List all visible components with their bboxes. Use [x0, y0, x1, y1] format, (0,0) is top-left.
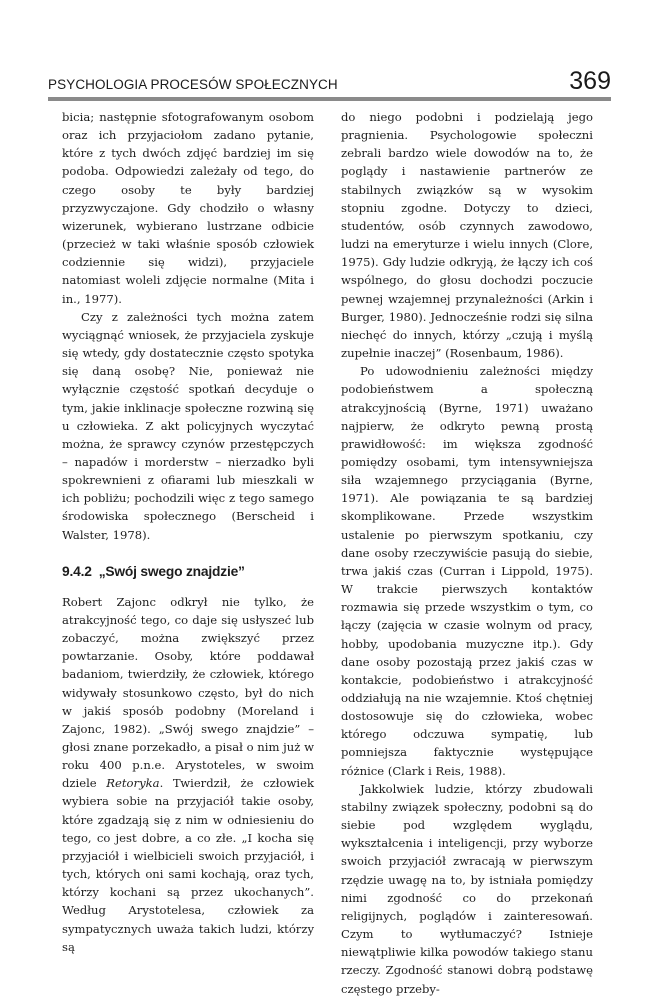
- paragraph-text: . Twierdził, że człowiek wybiera sobie na przyjaciół takie osoby, które zgadzają się z nim w odniesieniu do tego, co jest dobre, a co złe. „I kocha się przyjaciół i wielbicieli swoich przyjaciół, i tych, których oni sami kochają, oraz tych, którzy kochani są przez ukochanych”. Według Arystotelesa, człowiek za sympatycznych uważa takich ludzi, którzy są: [62, 776, 314, 954]
- paragraph: [62, 593, 314, 956]
- paragraph: do niego podobni i podzielają jego pragnienia. Psychologowie społeczni zebrali bardzo wiele dowodów na to, że poglądy i nastawienie partnerów ze stabilnych związków są w wysokim stopniu zgodne. Dotyczy to dzieci, studentów, osób czynnych zawodowo, ludzi na emeryturze i wielu innych (Clore, 1975). Gdy ludzie odkryją, że łączy ich coś wspólnego, do głosu dochodzi poczucie pewnej wzajemnej przynależności (Arkin i Burger, 1980). Jednocześnie rodzi się silna niechęć do innych, którzy „czują i myślą zupełnie inaczej” (Rosenbaum, 1986).: [341, 110, 593, 361]
- page-number: 369: [569, 67, 611, 95]
- running-header-title: PSYCHOLOGIA PROCESÓW SPOŁECZNYCH: [48, 77, 338, 92]
- running-header: [48, 66, 611, 96]
- paragraph-text: Robert Zajonc odkrył nie tylko, że atrakcyjność tego, co daje się usłyszeć lub zobaczyć, można zwiększyć przez powtarzanie. Osoby, które poddawał badaniom, twierdziły, że człowiek, którego widywały stosunkowo często, był do nich w jakiś sposób podobny (Moreland i Zajonc, 1982). „Swój swego znajdzie” – głosi znane porzekadło, a pisał o nim już w roku 400 p.n.e. Arystoteles, w swoim dziele: [62, 594, 314, 791]
- header-rule: [48, 97, 611, 101]
- right-column: [341, 108, 593, 998]
- book-title: Retoryka: [106, 776, 160, 791]
- section-title: „Swój swego znajdzie”: [98, 563, 245, 579]
- section-number: 9.4.2: [62, 563, 92, 579]
- paragraph: Czy z zależności tych można zatem wyciągnąć wniosek, że przyjaciela zyskuje się wtedy, gdy dostatecznie często spotyka się daną osobę? Nie, ponieważ nie wyłącznie częstość spotkań decyduje o tym, jakie inklinacje społeczne rozwiną się u człowieka. Z akt policyjnych wyczytać można, że sprawcy czynów przestępczych – napadów i morderstw – nierzadko byli spokrewnieni z ofiarami lub mieszkali w ich pobliżu; pochodzili więc z tego samego środowiska społecznego (Berscheid i Walster, 1978).: [62, 309, 314, 542]
- paragraph: Jakkolwiek ludzie, którzy zbudowali stabilny związek społeczny, podobni są do siebie pod względem wyglądu, wykształcenia i inteligencji, przy wyborze swoich przyjaciół zwracają w pierwszym rzędzie uwagę na to, by istniała pomiędzy nimi zgodność co do przekonań religijnych, poglądów i zainteresowań. Czym to wytłumaczyć? Istnieje niewątpliwie kilka powodów takiego stanu rzeczy. Zgodność stanowi dobrą podstawę częstego przeby-: [341, 781, 593, 996]
- paragraph: Po udowodnieniu zależności między podobieństwem a społeczną atrakcyjnością (Byrne, 1971) uważano najpierw, że odkryto pewną prostą prawidłowość: im większa zgodność pomiędzy osobami, tym intensywniejsza siła wzajemnego przyciągania (Byrne, 1971). Ale powiązania te są bardziej skomplikowane. Przede wszystkim ustalenie po pierwszym spotkaniu, czy dane osoby rzeczywiście pasują do siebie, trwa jakiś czas (Curran i Lippold, 1975). W trakcie pierwszych kontaktów rozmawia się przede wszystkim o tym, co łączy (zajęcia w czasie wolnym od pracy, hobby, upodobania muzyczne itp.). Gdy dane osoby pozostają przez jakiś czas w kontakcie, podobieństwo i atrakcyjność oddziałują na nie wzajemnie. Ktoś chętniej dostosowuje się do człowieka, wobec którego odczuwa sympatię, lub pomniejsza faktycznie występujące różnice (Clark i Reis, 1988).: [341, 364, 593, 778]
- paragraph: bicia; następnie sfotografowanym osobom oraz ich przyjaciołom zadano pytanie, które z tych dwóch zdjęć bardziej im się podoba. Odpowiedzi zależały od tego, do czego osoby te były bardziej przyzwyczajone. Gdy chodziło o własny wizerunek, wybierano lustrzane odbicie (przecież w taki właśnie sposób człowiek codziennie się widzi), przyjaciele natomiast woleli zdjęcie normalne (Mita i in., 1977).: [62, 110, 314, 306]
- section-heading: [62, 564, 314, 579]
- left-column: [62, 108, 314, 956]
